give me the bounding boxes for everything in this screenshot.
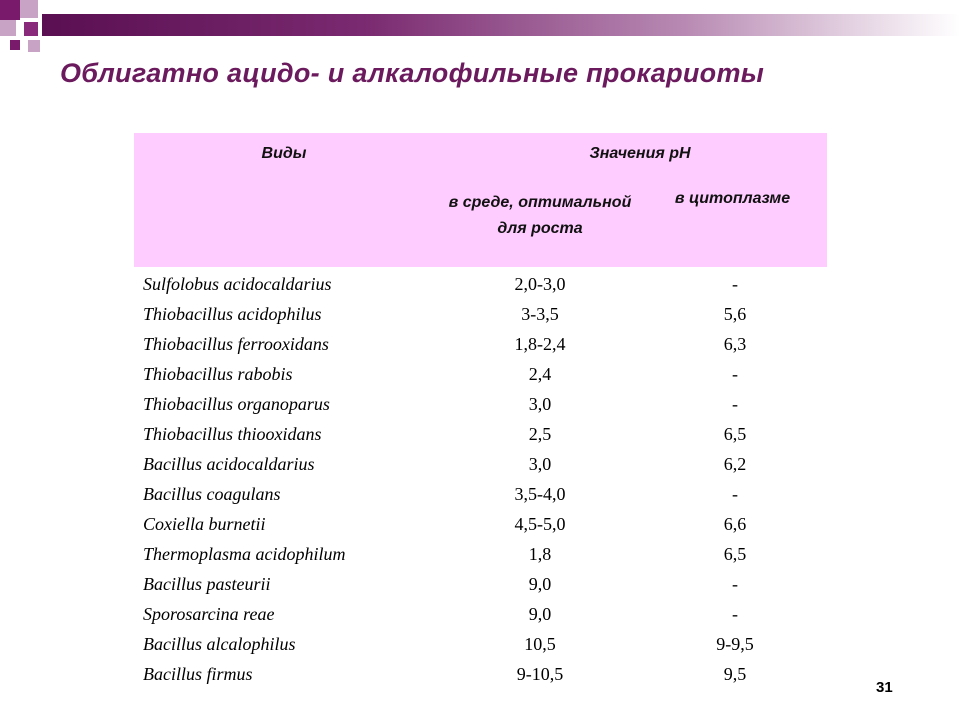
- cell-medium-ph: 3-3,5: [521, 304, 559, 324]
- cell-medium-ph: 10,5: [524, 634, 556, 654]
- cell-species: Bacillus acidocaldarius: [143, 454, 315, 474]
- table-row: [0, 600, 960, 630]
- cell-cytoplasm-ph: 9,5: [723, 664, 747, 684]
- cell-cytoplasm-ph: 9-9,5: [716, 634, 754, 654]
- decor-square: [10, 40, 20, 50]
- cell-medium-ph: 2,0-3,0: [514, 274, 566, 294]
- table-row: [0, 420, 960, 450]
- cell-cytoplasm-ph: -: [732, 394, 738, 414]
- header-species: Виды: [261, 145, 307, 162]
- cell-medium-ph: 4,5-5,0: [514, 514, 566, 534]
- decor-square: [0, 0, 20, 20]
- decor-square: [0, 20, 16, 36]
- table-row: [0, 540, 960, 570]
- header-gradient-bar: [42, 14, 960, 36]
- cell-medium-ph: 9-10,5: [516, 664, 564, 684]
- cell-species: Bacillus alcalophilus: [143, 634, 296, 654]
- table-row: [0, 330, 960, 360]
- cell-species: Thiobacillus ferrooxidans: [143, 334, 329, 354]
- cell-medium-ph: 3,0: [528, 454, 552, 474]
- cell-cytoplasm-ph: 6,2: [723, 454, 747, 474]
- cell-medium-ph: 3,0: [528, 394, 552, 414]
- decor-square: [24, 22, 38, 36]
- cell-cytoplasm-ph: -: [732, 574, 738, 594]
- cell-cytoplasm-ph: -: [732, 274, 738, 294]
- table-row: [0, 270, 960, 300]
- header-ph-values: Значения pH: [589, 145, 691, 162]
- table-row: [0, 630, 960, 660]
- table-row: [0, 480, 960, 510]
- cell-medium-ph: 1,8-2,4: [514, 334, 566, 354]
- cell-cytoplasm-ph: 6,6: [723, 514, 747, 534]
- cell-species: Thiobacillus organoparus: [143, 394, 330, 414]
- slide-title: Облигатно ацидо- и алкалофильные прокариоты: [60, 58, 765, 88]
- cell-cytoplasm-ph: 5,6: [723, 304, 747, 324]
- table-row: [0, 510, 960, 540]
- cell-cytoplasm-ph: 6,5: [723, 544, 747, 564]
- cell-cytoplasm-ph: -: [732, 604, 738, 624]
- table-row: [0, 390, 960, 420]
- table-row: [0, 360, 960, 390]
- cell-cytoplasm-ph: -: [732, 484, 738, 504]
- cell-cytoplasm-ph: 6,5: [723, 424, 747, 444]
- cell-species: Bacillus pasteurii: [143, 574, 271, 594]
- cell-species: Sulfolobus acidocaldarius: [143, 274, 332, 294]
- cell-species: Sporosarcina reae: [143, 604, 275, 624]
- header-in-medium: в среде, оптимальной для роста: [448, 194, 632, 237]
- cell-medium-ph: 2,4: [528, 364, 552, 384]
- page-number: 31: [876, 679, 893, 696]
- table-body: [0, 270, 960, 690]
- cell-species: Thiobacillus rabobis: [143, 364, 293, 384]
- cell-species: Thiobacillus thiooxidans: [143, 424, 322, 444]
- cell-medium-ph: 3,5-4,0: [514, 484, 566, 504]
- cell-medium-ph: 2,5: [528, 424, 552, 444]
- cell-species: Coxiella burnetii: [143, 514, 266, 534]
- cell-cytoplasm-ph: -: [732, 364, 738, 384]
- decor-square: [20, 0, 38, 18]
- cell-medium-ph: 9,0: [528, 574, 552, 594]
- cell-species: Bacillus firmus: [143, 664, 253, 684]
- cell-cytoplasm-ph: 6,3: [723, 334, 747, 354]
- table-row: [0, 450, 960, 480]
- cell-medium-ph: 9,0: [528, 604, 552, 624]
- table-row: [0, 570, 960, 600]
- table-row: [0, 300, 960, 330]
- cell-species: Bacillus coagulans: [143, 484, 281, 504]
- table-row: [0, 660, 960, 690]
- decor-square: [28, 40, 40, 52]
- cell-species: Thiobacillus acidophilus: [143, 304, 322, 324]
- cell-medium-ph: 1,8: [528, 544, 552, 564]
- header-in-cytoplasm: в цитоплазме: [674, 190, 791, 207]
- cell-species: Thermoplasma acidophilum: [143, 544, 346, 564]
